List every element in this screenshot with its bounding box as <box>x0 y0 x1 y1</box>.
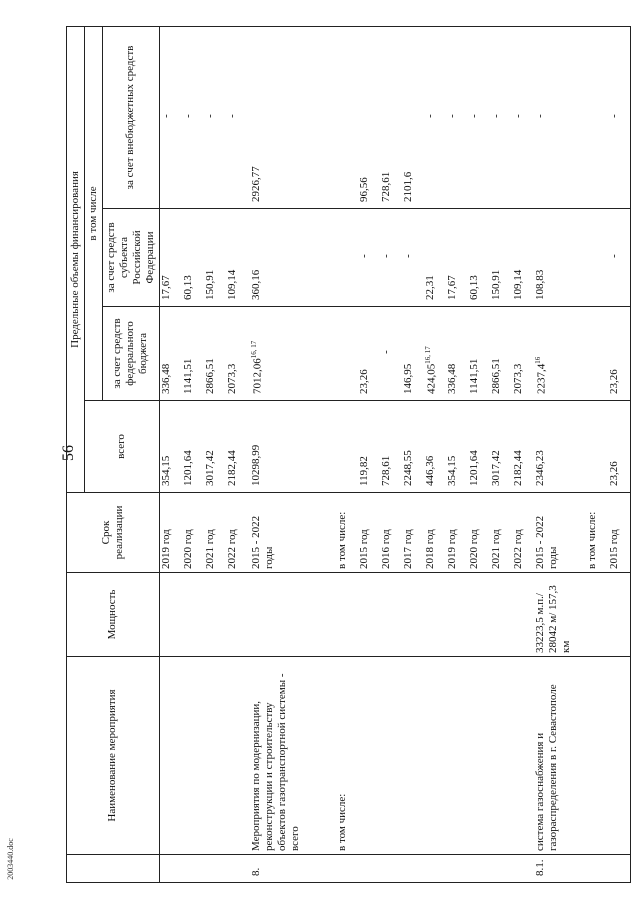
row-extrabudget <box>402 26 424 208</box>
table-row <box>586 26 608 882</box>
row-federal-text: 1141,51 <box>467 358 480 394</box>
row-subject <box>159 209 182 307</box>
row-period-text: 2022 год <box>511 529 524 569</box>
row-total-text: 1201,64 <box>467 450 480 486</box>
row-name <box>336 657 358 855</box>
row-subject-text: 109,14 <box>511 269 524 300</box>
row-extrabudget <box>336 26 358 208</box>
row-capacity <box>608 573 631 657</box>
row-name <box>204 657 226 855</box>
row-subject <box>586 209 608 307</box>
footnote-ref: 16 <box>533 356 542 364</box>
row-extrabudget <box>446 26 468 208</box>
row-period-text: 2016 год <box>379 529 392 569</box>
row-name <box>490 657 512 855</box>
row-name <box>226 657 248 855</box>
row-period <box>159 493 182 573</box>
row-period <box>586 493 608 573</box>
row-period-text: 2021 год <box>489 529 502 569</box>
row-name <box>608 657 631 855</box>
row-extrabudget-text: - <box>489 114 502 118</box>
row-period <box>490 493 512 573</box>
row-extrabudget-text: 96,56 <box>357 177 370 202</box>
row-capacity-text: 33223,5 м.п./ 28042 м/ 157,3 км <box>533 585 572 653</box>
row-period <box>468 493 490 573</box>
row-subject-text: 108,83 <box>533 269 546 300</box>
row-federal <box>204 307 226 401</box>
table-row <box>446 26 468 882</box>
row-extrabudget <box>159 26 182 208</box>
row-name <box>358 657 380 855</box>
row-name-text: система газоснабжения и газораспределения в г. Севастополе <box>533 684 559 851</box>
row-period <box>424 493 446 573</box>
header-limits: Предельные объемы финансирования <box>67 26 85 492</box>
row-total <box>446 401 468 493</box>
row-federal-text: 7012,06 <box>251 358 264 394</box>
row-number <box>608 855 631 883</box>
row-federal <box>336 307 358 401</box>
row-federal <box>608 307 631 401</box>
row-capacity <box>380 573 402 657</box>
row-name <box>534 657 586 855</box>
row-subject <box>446 209 468 307</box>
row-extrabudget <box>226 26 248 208</box>
row-subject <box>512 209 534 307</box>
row-total-text: 1201,64 <box>181 450 194 486</box>
page-number: 56 <box>60 445 77 461</box>
row-period <box>512 493 534 573</box>
row-extrabudget-text: - <box>181 114 194 118</box>
row-extrabudget-text: - <box>511 114 524 118</box>
row-subject <box>204 209 226 307</box>
row-subject-text: - <box>357 254 370 258</box>
row-number <box>468 855 490 883</box>
row-total <box>512 401 534 493</box>
row-total-text: 446,36 <box>423 455 436 486</box>
row-name <box>402 657 424 855</box>
row-total-text: 2182,44 <box>225 450 238 486</box>
row-number <box>248 855 336 883</box>
row-federal <box>248 307 336 401</box>
row-period-text: 2015 год <box>357 529 370 569</box>
header-total: всего <box>84 401 159 493</box>
row-capacity <box>159 573 182 657</box>
row-name <box>424 657 446 855</box>
row-extrabudget <box>490 26 512 208</box>
row-extrabudget <box>586 26 608 208</box>
row-capacity <box>336 573 358 657</box>
row-capacity <box>424 573 446 657</box>
row-capacity <box>586 573 608 657</box>
row-period <box>336 493 358 573</box>
row-federal <box>358 307 380 401</box>
row-total <box>336 401 358 493</box>
row-number <box>182 855 204 883</box>
row-extrabudget <box>182 26 204 208</box>
row-number <box>380 855 402 883</box>
row-period <box>226 493 248 573</box>
row-subject-text: 60,13 <box>467 275 480 300</box>
row-total <box>608 401 631 493</box>
row-federal-text: - <box>379 350 392 354</box>
row-federal <box>534 307 586 401</box>
row-number <box>424 855 446 883</box>
table-row <box>512 26 534 882</box>
row-subject-text: 150,91 <box>489 269 502 300</box>
row-total-text: 3017,42 <box>203 450 216 486</box>
table-row <box>358 26 380 882</box>
row-total <box>226 401 248 493</box>
row-period <box>182 493 204 573</box>
row-period-text: 2020 год <box>467 529 480 569</box>
row-number <box>358 855 380 883</box>
row-federal-text: 23,26 <box>607 369 620 394</box>
table-row <box>182 26 204 882</box>
row-total-text: 3017,42 <box>489 450 502 486</box>
row-extrabudget-text: - <box>203 114 216 118</box>
row-period-text: 2021 год <box>203 529 216 569</box>
table-row <box>424 26 446 882</box>
row-extrabudget-text: - <box>607 114 620 118</box>
row-extrabudget-text: 2101,6 <box>401 171 414 202</box>
row-period-text: 2019 год <box>445 529 458 569</box>
row-period <box>402 493 424 573</box>
row-extrabudget <box>358 26 380 208</box>
row-period-text: 2015 год <box>607 529 620 569</box>
row-federal-text: 336,48 <box>159 363 172 394</box>
row-subject <box>424 209 446 307</box>
row-federal-text: 2073,3 <box>225 363 238 394</box>
row-number <box>402 855 424 883</box>
row-subject-text: 60,13 <box>181 275 194 300</box>
row-total-text: 354,15 <box>159 455 172 486</box>
row-name-text: Мероприятия по модернизации, реконструкции и строительству объектов газотранспортной системы - всего <box>249 673 301 851</box>
row-subject <box>490 209 512 307</box>
row-extrabudget <box>468 26 490 208</box>
row-name <box>159 657 182 855</box>
row-extrabudget <box>608 26 631 208</box>
row-total <box>159 401 182 493</box>
row-total <box>358 401 380 493</box>
row-number <box>534 855 586 883</box>
row-capacity <box>402 573 424 657</box>
row-federal-text: 424,05 <box>425 363 438 394</box>
row-capacity <box>182 573 204 657</box>
row-total <box>586 401 608 493</box>
row-name <box>586 657 608 855</box>
row-federal <box>402 307 424 401</box>
row-federal-text: 2866,51 <box>203 358 216 394</box>
row-subject-text: 150,91 <box>203 269 216 300</box>
row-period <box>608 493 631 573</box>
row-extrabudget-text: 728,61 <box>379 171 392 202</box>
row-period-text: 2018 год <box>423 529 436 569</box>
table-body <box>159 26 630 882</box>
financing-table <box>66 26 631 883</box>
row-capacity <box>534 573 586 657</box>
row-federal <box>380 307 402 401</box>
row-number <box>512 855 534 883</box>
row-federal <box>159 307 182 401</box>
footnote-ref: 16, 17 <box>249 340 258 359</box>
row-capacity <box>226 573 248 657</box>
row-name <box>512 657 534 855</box>
row-extrabudget-text: - <box>423 114 436 118</box>
header-name: Наименование мероприятия <box>67 657 160 855</box>
row-extrabudget <box>204 26 226 208</box>
row-extrabudget <box>380 26 402 208</box>
header-fed: за счет средств федерального бюджета <box>102 307 159 401</box>
row-federal-text: 146,95 <box>401 363 414 394</box>
row-total-text: 2248,55 <box>401 450 414 486</box>
row-extrabudget <box>512 26 534 208</box>
row-total <box>402 401 424 493</box>
row-period <box>204 493 226 573</box>
table-row <box>490 26 512 882</box>
row-number-text: 8. <box>249 867 262 876</box>
row-subject <box>402 209 424 307</box>
row-subject-text: 17,67 <box>445 275 458 300</box>
row-federal-text: 2073,3 <box>511 363 524 394</box>
row-number <box>226 855 248 883</box>
row-total <box>490 401 512 493</box>
row-total-text: 10298,99 <box>249 444 262 486</box>
table-row <box>204 26 226 882</box>
row-period <box>446 493 468 573</box>
row-name-text: в том числе: <box>335 793 348 851</box>
row-number <box>490 855 512 883</box>
row-federal <box>468 307 490 401</box>
row-extrabudget-text: 2926,77 <box>249 166 262 202</box>
row-period-text: 2015 - 2022 годы <box>533 515 559 569</box>
table-row <box>380 26 402 882</box>
row-number <box>204 855 226 883</box>
row-capacity <box>204 573 226 657</box>
table-row <box>336 26 358 882</box>
table-row <box>608 26 631 882</box>
row-name <box>182 657 204 855</box>
row-name <box>380 657 402 855</box>
row-federal-text: 2237,4 <box>535 363 548 394</box>
footnote-ref: 16, 17 <box>423 346 432 364</box>
row-period <box>380 493 402 573</box>
row-total <box>468 401 490 493</box>
row-name <box>248 657 336 855</box>
table-row <box>226 26 248 882</box>
row-total-text: 728,61 <box>379 455 392 486</box>
row-period-text: в том числе: <box>335 511 348 569</box>
table-row <box>248 26 336 882</box>
table-row <box>468 26 490 882</box>
header-incl: в том числе <box>84 26 102 400</box>
table-row <box>402 26 424 882</box>
header-subj: за счет средств субъекта Российской Федерации <box>102 209 159 307</box>
row-extrabudget <box>534 26 586 208</box>
table-row <box>534 26 586 882</box>
row-period-text: 2015 - 2022 годы <box>249 515 275 569</box>
row-period-text: в том числе: <box>585 511 598 569</box>
row-total-text: 354,15 <box>445 455 458 486</box>
row-total-text: 2346,23 <box>533 450 546 486</box>
row-federal <box>226 307 248 401</box>
row-extrabudget-text: - <box>445 114 458 118</box>
row-extrabudget <box>248 26 336 208</box>
row-total-text: 119,82 <box>357 456 370 486</box>
row-subject <box>468 209 490 307</box>
row-extrabudget-text: - <box>159 114 172 118</box>
document-stamp: 2003440.doc <box>6 838 15 880</box>
row-capacity <box>248 573 336 657</box>
row-subject-text: 109,14 <box>225 269 238 300</box>
row-number <box>336 855 358 883</box>
row-subject-text: 360,16 <box>249 269 262 300</box>
row-period-text: 2019 год <box>159 529 172 569</box>
row-federal-text: 2866,51 <box>489 358 502 394</box>
row-total <box>182 401 204 493</box>
table-row <box>159 26 182 882</box>
row-name <box>446 657 468 855</box>
row-capacity <box>512 573 534 657</box>
row-number <box>446 855 468 883</box>
row-subject-text: - <box>607 254 620 258</box>
row-subject <box>380 209 402 307</box>
row-subject <box>608 209 631 307</box>
row-federal <box>446 307 468 401</box>
row-subject <box>248 209 336 307</box>
row-name <box>468 657 490 855</box>
row-period <box>248 493 336 573</box>
row-federal <box>424 307 446 401</box>
row-federal-text: 336,48 <box>445 363 458 394</box>
row-total-text: 2182,44 <box>511 450 524 486</box>
row-total-text: 23,26 <box>607 461 620 486</box>
row-federal <box>512 307 534 401</box>
row-period-text: 2022 год <box>225 529 238 569</box>
row-total <box>204 401 226 493</box>
row-subject <box>226 209 248 307</box>
header-num <box>67 855 160 883</box>
row-federal <box>586 307 608 401</box>
row-subject <box>534 209 586 307</box>
row-period-text: 2017 год <box>401 529 414 569</box>
financing-table-rotated <box>66 27 621 883</box>
row-capacity <box>358 573 380 657</box>
row-period-text: 2020 год <box>181 529 194 569</box>
header-period: Срок реализации <box>67 493 160 573</box>
row-total <box>248 401 336 493</box>
row-federal <box>182 307 204 401</box>
row-subject-text: 17,67 <box>159 275 172 300</box>
row-subject-text: - <box>401 254 414 258</box>
row-subject <box>358 209 380 307</box>
row-period <box>358 493 380 573</box>
row-federal-text: 1141,51 <box>181 358 194 394</box>
row-subject-text: 22,31 <box>423 275 436 300</box>
row-capacity <box>446 573 468 657</box>
row-capacity <box>468 573 490 657</box>
row-subject <box>336 209 358 307</box>
row-subject-text: - <box>379 254 392 258</box>
row-subject <box>182 209 204 307</box>
row-total <box>380 401 402 493</box>
header-extra: за счет внебюджетных средств <box>102 26 159 208</box>
row-federal-text: 23,26 <box>357 369 370 394</box>
row-federal <box>490 307 512 401</box>
row-total <box>424 401 446 493</box>
row-total <box>534 401 586 493</box>
row-capacity <box>490 573 512 657</box>
row-extrabudget <box>424 26 446 208</box>
header-capacity: Мощность <box>67 573 160 657</box>
row-period <box>534 493 586 573</box>
row-extrabudget-text: - <box>533 114 546 118</box>
row-number <box>159 855 182 883</box>
row-number-text: 8.1. <box>533 859 546 876</box>
row-number <box>586 855 608 883</box>
row-extrabudget-text: - <box>467 114 480 118</box>
row-extrabudget-text: - <box>225 114 238 118</box>
